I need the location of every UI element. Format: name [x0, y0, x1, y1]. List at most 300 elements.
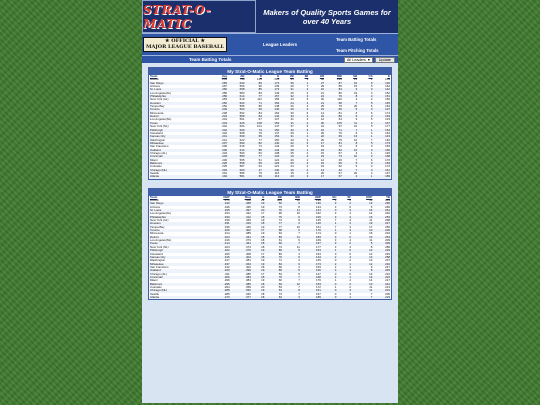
stat-cell: 0 — [337, 236, 352, 239]
stat-cell: 3 — [322, 236, 338, 239]
stat-cell: 19 — [252, 289, 265, 292]
stat-cell: .295 — [209, 283, 230, 286]
team-name-cell: New York (NL) — [150, 124, 169, 129]
stat-cell: 27 — [309, 82, 325, 85]
stat-cell: 3 — [337, 289, 352, 292]
stat-cell: 16 — [309, 129, 325, 132]
stat-cell: 0 — [322, 283, 338, 286]
stat-cell: 3 — [358, 115, 373, 118]
stat-cell: 151 — [374, 95, 392, 98]
stat-cell: 0 — [334, 231, 337, 236]
stat-cell: 20 — [353, 170, 358, 175]
stat-cell: .440 — [245, 224, 251, 229]
stat-cell: 3 — [295, 162, 310, 165]
stat-cell: 0 — [334, 251, 337, 256]
stat-cell: 20 — [252, 209, 265, 212]
column-header[interactable]: BB — [265, 196, 283, 199]
stat-cell: 97 — [338, 124, 342, 129]
stat-cell: 16 — [309, 88, 325, 91]
stat-cell: 217 — [385, 278, 390, 283]
stat-cell: 30 — [290, 110, 294, 115]
table2-title: My Strat-O-Matic League Team Batting — [149, 189, 391, 196]
stat-cell: 2 — [306, 157, 309, 162]
stat-cell: 71 — [278, 258, 282, 263]
stat-cell: 23 — [280, 175, 295, 178]
stat-cell: 51 — [258, 157, 262, 162]
column-header[interactable]: TB — [373, 196, 391, 199]
stat-cell: 161 — [301, 289, 322, 292]
stat-cell: 583 — [239, 90, 245, 95]
stat-cell: 25 — [320, 104, 325, 109]
stat-cell: 15 — [353, 84, 358, 89]
stat-cell: .373 — [245, 238, 251, 243]
team-batting-link[interactable]: Team Batting Totals — [336, 36, 377, 42]
column-header[interactable]: 2B — [280, 75, 295, 78]
team-name-cell: Philadelphia — [149, 216, 209, 219]
stat-cell: 153 — [315, 264, 321, 269]
column-header[interactable]: Slug — [231, 196, 252, 199]
stat-cell: 6 — [370, 110, 373, 115]
stat-cell: 5 — [370, 117, 373, 122]
stat-cell: 75 — [338, 137, 342, 142]
stat-cell: 4 — [295, 115, 310, 118]
stat-cell: 7 — [298, 278, 300, 283]
stat-cell: 0 — [322, 296, 338, 299]
stat-cell: 157 — [263, 95, 280, 98]
stat-cell: 9 — [355, 164, 358, 169]
stat-cell: 12 — [352, 263, 373, 266]
stat-cell: .201 — [221, 170, 228, 175]
stat-cell: .273 — [209, 296, 230, 299]
stat-cell: 17 — [369, 224, 373, 229]
stat-cell: 80 — [338, 90, 342, 95]
column-header[interactable]: SH — [322, 196, 338, 199]
stat-cell: 12 — [320, 117, 325, 122]
stat-cell: 5 — [343, 162, 358, 165]
stat-cell: 172 — [385, 164, 390, 169]
column-header[interactable]: K — [374, 75, 392, 78]
stat-cell: 84 — [325, 88, 343, 91]
stat-cell: 4 — [295, 155, 310, 158]
stat-cell: 2 — [306, 77, 309, 82]
stat-cell: 12 — [283, 283, 301, 286]
stat-cell: 85 — [245, 149, 262, 152]
stat-cell: 3 — [349, 291, 352, 296]
stat-cell: .242 — [221, 130, 228, 135]
stat-cell: .346 — [223, 204, 230, 209]
stat-cell: 65 — [245, 162, 262, 165]
stat-cell: 167 — [374, 122, 392, 125]
stat-cell: .419 — [231, 222, 252, 225]
stat-cell: 19 — [280, 155, 295, 158]
nav-bar — [142, 33, 398, 55]
column-header[interactable]: HBP — [301, 196, 322, 199]
stat-cell: .435 — [245, 204, 251, 209]
stat-cell: 126 — [263, 162, 280, 165]
stat-cell: 154 — [263, 135, 280, 138]
stat-cell: 30 — [290, 104, 294, 109]
stat-cell: 19 — [309, 108, 325, 111]
stat-cell: 68 — [325, 102, 343, 105]
stat-cell: 19 — [261, 224, 265, 229]
stat-cell: 23 — [309, 155, 325, 158]
stat-cell: 19 — [320, 164, 325, 169]
column-header[interactable]: Avg — [209, 75, 228, 78]
stat-cell: .314 — [223, 231, 230, 236]
team-name-cell: New York (NL) — [150, 244, 169, 249]
stat-cell: 3 — [283, 222, 301, 225]
stat-cell: 2 — [295, 88, 310, 91]
stat-cell: 174 — [315, 231, 321, 236]
stat-cell: 144 — [263, 149, 280, 152]
stat-cell: 77 — [258, 137, 262, 142]
stat-cell: 173 — [374, 142, 392, 145]
stat-cell: 7 — [352, 296, 373, 299]
stat-cell: 566 — [239, 84, 245, 89]
stat-cell: 134 — [263, 155, 280, 158]
stat-cell: 154 — [301, 249, 322, 252]
stat-cell: 633 — [228, 82, 245, 85]
stat-cell: 69 — [245, 175, 262, 178]
stat-cell: 1 — [349, 231, 352, 236]
stat-cell: 381 — [385, 198, 390, 202]
stat-cell: 139 — [274, 84, 280, 89]
stat-cell: 17 — [309, 175, 325, 178]
stat-cell: 145 — [385, 137, 390, 142]
stat-cell: 69 — [245, 108, 262, 111]
stat-cell: 19 — [261, 204, 265, 209]
stat-cell: 626 — [228, 122, 245, 125]
stat-cell: .203 — [209, 169, 228, 172]
stat-cell: 23 — [290, 97, 294, 102]
stat-cell: 266 — [385, 204, 390, 209]
column-header[interactable]: RBI — [325, 75, 343, 78]
stat-cell: 15 — [320, 150, 325, 155]
team-name-cell: Los Angeles(NL) — [150, 238, 172, 243]
column-header[interactable]: GDP — [352, 196, 373, 199]
stat-cell: .244 — [221, 117, 228, 122]
stat-cell: .385 — [245, 271, 251, 276]
stat-cell: 2 — [349, 198, 352, 202]
stat-cell: 3 — [337, 229, 352, 232]
stat-cell: 161 — [315, 224, 321, 229]
strat-o-matic-logo[interactable] — [142, 0, 256, 33]
column-header[interactable]: OBP — [209, 196, 230, 199]
stat-cell: .386 — [231, 283, 252, 286]
stat-cell: 20 — [261, 284, 265, 289]
stat-cell: 167 — [385, 170, 390, 175]
stat-cell: 37 — [290, 124, 294, 129]
column-header[interactable]: IBB — [283, 196, 301, 199]
stat-cell: .474 — [245, 244, 251, 249]
stat-cell: .461 — [231, 242, 252, 245]
stat-cell: 10 — [369, 198, 373, 202]
team-name-cell: San Diego — [149, 202, 209, 205]
stat-cell: 20 — [320, 170, 325, 175]
team-name-cell: Detroit — [149, 236, 209, 239]
stat-cell: 164 — [315, 251, 321, 256]
stat-cell: 28 — [280, 149, 295, 152]
stat-cell: 76 — [265, 216, 283, 219]
stat-cell: 26 — [290, 90, 294, 95]
team-name-cell: Atlanta — [149, 296, 209, 299]
stat-cell: 13 — [352, 256, 373, 259]
stat-cell: 614 — [228, 149, 245, 152]
stat-cell: 1 — [370, 150, 373, 155]
stat-cell: 80 — [265, 249, 283, 252]
column-header[interactable]: HR — [309, 75, 325, 78]
stat-cell: 147 — [274, 124, 280, 129]
stat-cell: 18 — [252, 216, 265, 219]
stat-cell: 150 — [385, 97, 390, 102]
stat-cell: 112 — [257, 97, 262, 102]
stat-cell: .263 — [221, 77, 228, 82]
stat-cell: 177 — [385, 124, 390, 129]
stat-cell: 163 — [374, 115, 392, 118]
leaders-select-value: All Leaders — [346, 57, 366, 62]
stat-cell: 60 — [265, 283, 283, 286]
stat-cell: 254 — [373, 236, 391, 239]
stat-cell: 250 — [385, 224, 390, 229]
stat-cell: .236 — [221, 144, 228, 149]
stat-cell: .225 — [221, 164, 228, 169]
stat-cell: 31 — [280, 122, 295, 125]
stat-cell: 29 — [290, 137, 294, 142]
stat-cell: 74 — [278, 244, 282, 249]
stat-cell: 142 — [374, 88, 392, 91]
stat-cell: 70 — [265, 209, 283, 212]
stat-cell: 26 — [290, 157, 294, 162]
stat-cell: 83 — [258, 90, 262, 95]
stat-cell: 4 — [349, 238, 352, 243]
stat-cell: 67 — [338, 170, 342, 175]
stat-cell: 60 — [258, 150, 262, 155]
stat-cell: 85 — [245, 88, 262, 91]
stat-cell: 12 — [296, 198, 300, 202]
team-name-cell: Milwaukee — [149, 142, 209, 145]
stat-cell: 77 — [245, 95, 262, 98]
team-name-cell: Tampa Bay — [150, 224, 165, 229]
stat-cell: 18 — [252, 236, 265, 239]
stat-cell: 21 — [320, 90, 325, 95]
mlb-logo — [142, 34, 228, 55]
stat-cell: 143 — [301, 256, 322, 259]
stat-cell: 4 — [370, 97, 373, 102]
stat-cell: 286 — [385, 244, 390, 249]
stat-cell: 29 — [320, 84, 325, 89]
update-button[interactable]: Update — [375, 57, 395, 63]
stat-cell: 143 — [374, 135, 392, 138]
stat-cell: 137 — [374, 108, 392, 111]
stat-cell: 15 — [369, 231, 373, 236]
team-name-cell: Los Angeles(NL) — [150, 117, 172, 122]
stat-cell: 17 — [252, 229, 265, 232]
team-name-cell: Boston — [150, 77, 159, 82]
stat-cell: 115 — [274, 170, 280, 175]
stat-cell: 18 — [252, 256, 265, 259]
stat-cell: 6 — [306, 110, 309, 115]
stat-cell: 166 — [301, 269, 322, 272]
column-header[interactable]: H — [263, 75, 280, 78]
team-name-cell: Los Angeles(AL) — [150, 90, 172, 95]
stat-cell: 3 — [334, 204, 337, 209]
stat-cell: .252 — [209, 102, 228, 105]
stat-cell: 29 — [280, 108, 295, 111]
team-name-cell: Houston — [149, 222, 209, 225]
stat-cell: 216 — [274, 77, 280, 82]
tagline: Makers of Quality Sports Games for over 40 Years — [256, 0, 398, 33]
column-header[interactable]: R — [245, 75, 262, 78]
stat-cell: 7 — [370, 137, 373, 142]
stat-cell: 219 — [373, 296, 391, 299]
stat-cell: 90 — [278, 211, 282, 216]
team-pitching-link[interactable]: Team Pitching Totals — [336, 47, 379, 53]
stat-cell: 6 — [343, 115, 358, 118]
stat-cell: 69 — [245, 135, 262, 138]
stat-cell: 74 — [325, 155, 343, 158]
stat-cell: 0 — [322, 209, 338, 212]
stat-cell: 5 — [370, 84, 373, 89]
stat-cell: 619 — [239, 97, 245, 102]
stat-cell: .326 — [209, 229, 230, 232]
stat-cell: .402 — [231, 229, 252, 232]
stat-cell: .402 — [245, 264, 251, 269]
column-header[interactable]: CS — [358, 75, 373, 78]
column-header[interactable]: Team — [149, 196, 209, 199]
stat-cell: 0 — [334, 291, 337, 296]
stat-cell: 6 — [370, 157, 373, 162]
stat-cell: 11 — [369, 238, 373, 243]
stat-cell: .425 — [245, 218, 251, 223]
column-header[interactable]: SB — [343, 75, 358, 78]
stat-cell: 2 — [295, 135, 310, 138]
stat-cell: 13 — [343, 135, 358, 138]
team-name-cell: Washington — [150, 258, 166, 263]
team-name-cell: New York (AL) — [150, 218, 169, 223]
stat-cell: .235 — [209, 149, 228, 152]
stat-cell: 106 — [301, 216, 322, 219]
stat-cell: 242 — [373, 283, 391, 286]
column-header[interactable]: 3B — [295, 75, 310, 78]
stat-cell: .248 — [221, 110, 228, 115]
stat-cell: 19 — [320, 144, 325, 149]
stat-cell: 77 — [245, 155, 262, 158]
stat-cell: 145 — [385, 150, 390, 155]
stat-cell: 4 — [349, 211, 352, 216]
stat-cell: 148 — [274, 104, 280, 109]
site-header — [142, 0, 398, 33]
stat-cell: 63 — [265, 296, 283, 299]
column-header[interactable]: AB — [228, 75, 245, 78]
stat-cell: 31 — [280, 135, 295, 138]
stat-cell: 17 — [261, 271, 265, 276]
stat-cell: 5 — [283, 269, 301, 272]
stat-cell: 140 — [263, 142, 280, 145]
stat-cell: 147 — [274, 130, 280, 135]
stat-cell: 30 — [280, 129, 295, 132]
stat-cell: 222 — [373, 276, 391, 279]
stat-cell: 25 — [290, 150, 294, 155]
stat-cell: 639 — [228, 135, 245, 138]
team-name-cell: Kansas City — [149, 256, 209, 259]
stat-cell: .285 — [223, 291, 230, 296]
stat-cell: 4 — [337, 256, 352, 259]
stat-cell: 64 — [265, 289, 283, 292]
stat-cell: .336 — [223, 224, 230, 229]
column-header[interactable]: SF — [337, 196, 352, 199]
stat-cell: .243 — [209, 122, 228, 125]
stat-cell: 24 — [290, 164, 294, 169]
stat-cell: 77 — [278, 224, 282, 229]
stat-cell: 7 — [343, 102, 358, 105]
stat-cell: 561 — [239, 117, 245, 122]
stat-cell: 216 — [385, 271, 390, 276]
league-leaders-link[interactable]: League Leaders — [262, 42, 298, 47]
stat-cell: 141 — [301, 209, 322, 212]
stat-cell: 64 — [338, 117, 342, 122]
stat-cell: 589 — [228, 115, 245, 118]
stat-cell: 8 — [352, 269, 373, 272]
leaders-select[interactable] — [344, 57, 373, 63]
column-header[interactable]: G — [252, 196, 265, 199]
stat-cell: 4 — [370, 164, 373, 169]
stat-cell: 167 — [315, 291, 321, 296]
stat-cell: 603 — [228, 102, 245, 105]
stat-cell: .359 — [245, 284, 251, 289]
stat-cell: 49 — [338, 157, 342, 162]
stat-cell: 60 — [278, 278, 282, 283]
team-name-cell: Boston — [150, 198, 159, 202]
stat-cell: .267 — [221, 84, 228, 89]
stat-cell: 33 — [280, 115, 295, 118]
stat-cell: 586 — [239, 104, 245, 109]
stat-cell: 3 — [295, 129, 310, 132]
stat-cell: 60 — [265, 202, 283, 205]
stat-cell: .364 — [231, 263, 252, 266]
stat-cell: 10 — [353, 137, 358, 142]
column-header[interactable]: Team — [149, 75, 209, 78]
stat-cell: 26 — [280, 169, 295, 172]
stat-cell: 201 — [373, 289, 391, 292]
stat-cell: 581 — [228, 175, 245, 178]
stat-cell: .335 — [209, 209, 230, 212]
stat-cell: 4 — [349, 278, 352, 283]
team-name-cell: Colorado — [150, 284, 162, 289]
stat-cell: 736 — [239, 77, 245, 82]
stat-cell: 19 — [252, 202, 265, 205]
stat-cell: 608 — [239, 130, 245, 135]
stat-cell: 7 — [283, 242, 301, 245]
stat-cell: .340 — [209, 202, 230, 205]
stat-cell: 3 — [306, 144, 309, 149]
stat-cell: 24 — [280, 102, 295, 105]
stat-cell: 590 — [239, 150, 245, 155]
stat-cell: .233 — [209, 155, 228, 158]
stat-cell: 7 — [370, 291, 373, 296]
stat-cell: 84 — [325, 149, 343, 152]
stat-cell: 7 — [298, 284, 300, 289]
stat-cell: 590 — [228, 142, 245, 145]
stat-cell: 84 — [245, 115, 262, 118]
stat-cell: 296 — [373, 202, 391, 205]
batting-table-2 — [148, 188, 392, 301]
batting-table-1 — [148, 67, 392, 180]
stat-cell: 29 — [290, 84, 294, 89]
stat-cell: 603 — [228, 169, 245, 172]
stat-cell: 0 — [322, 289, 338, 292]
stat-cell: 20 — [353, 104, 358, 109]
stat-cell: 153 — [374, 162, 392, 165]
